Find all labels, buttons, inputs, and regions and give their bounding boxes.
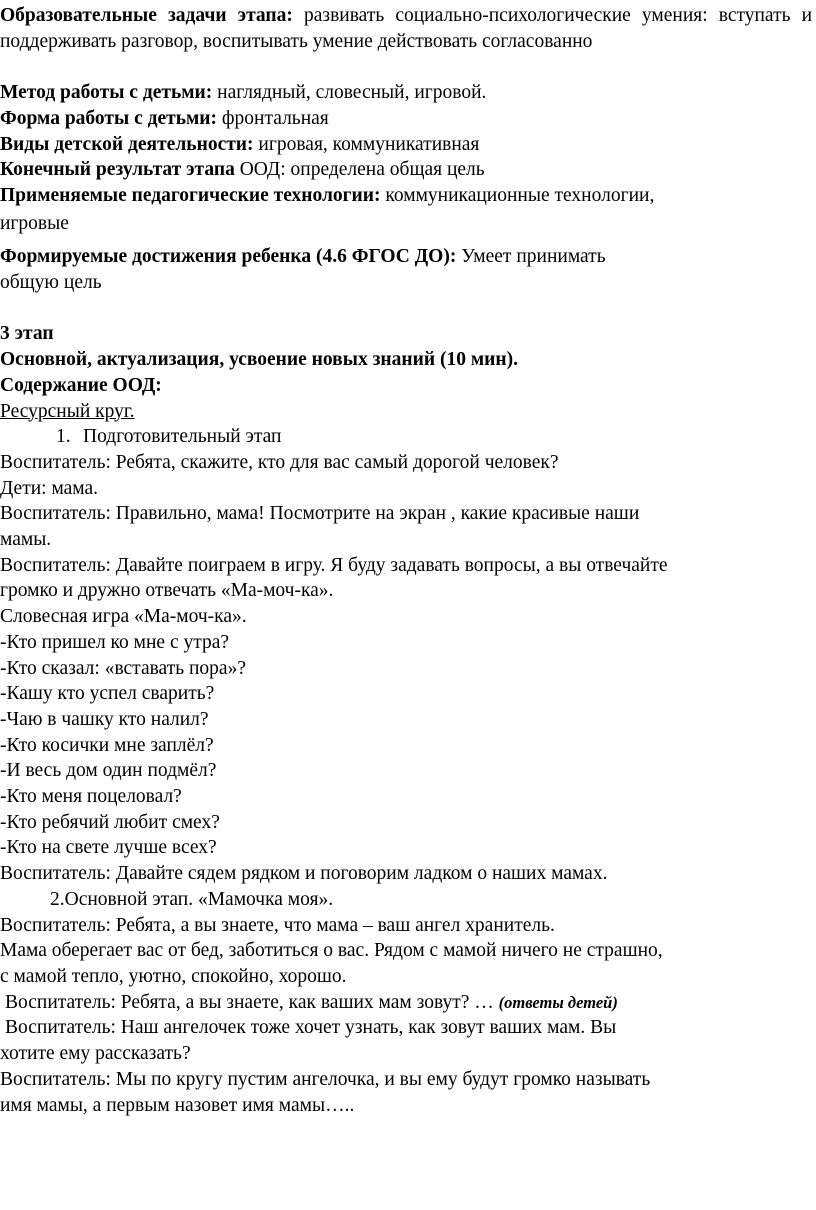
- achieve-line-2: общую цель: [0, 272, 102, 294]
- dialogue-line: Воспитатель: Наш ангелочек тоже хочет узнать, как зовут ваших мам. Вы: [5, 1017, 617, 1039]
- result-text: ООД: определена общая цель: [239, 159, 485, 181]
- dialogue-line: громко и дружно отвечать «Ма-моч-ка».: [0, 580, 334, 602]
- dialogue-line: Воспитатель: Давайте сядем рядком и поговорим ладком о наших мамах.: [0, 863, 608, 885]
- dialogue-line: с мамой тепло, уютно, спокойно, хорошо.: [0, 965, 347, 987]
- dialogue-line: Мама оберегает вас от бед, заботиться о вас. Рядом с мамой ничего не страшно,: [0, 940, 663, 962]
- dialogue-line: Воспитатель: Ребята, а вы знаете, что мама – ваш ангел хранитель.: [0, 914, 555, 936]
- dialogue-line: Воспитатель: Ребята, скажите, кто для вас самый дорогой человек?: [0, 451, 559, 473]
- tasks-text: развивать социально-психологические умения: вступать и поддерживать разговор, воспитывать умение действовать согласованно: [0, 5, 813, 52]
- activity-label: Виды детской деятельности:: [0, 133, 254, 155]
- achieve-line: [0, 244, 812, 270]
- form-label: Форма работы с детьми:: [0, 107, 218, 129]
- method-text: наглядный, словесный, игровой.: [217, 82, 487, 104]
- activity-text: игровая, коммуникативная: [258, 133, 480, 155]
- game-question: -Кто сказал: «вставать пора»?: [0, 657, 246, 679]
- step2-heading: 2.Основной этап. «Мамочка моя».: [50, 888, 334, 910]
- achieve-label: Формируемые достижения ребенка (4.6 ФГОС ДО):: [0, 246, 457, 268]
- game-question: -И весь дом один подмёл?: [0, 760, 217, 782]
- blank-line: [0, 296, 812, 322]
- blank-line: [0, 54, 812, 80]
- result-label: Конечный результат этапа: [0, 159, 235, 181]
- activity-line: [0, 132, 812, 158]
- game-question: -Кашу кто успел сварить?: [0, 683, 215, 705]
- game-question: -Кто меня поцеловал?: [0, 786, 182, 808]
- game-question: -Кто на свете лучше всех?: [0, 837, 217, 859]
- step1-number: 1.: [56, 426, 71, 448]
- dialogue-line: имя мамы, а первым назовет имя мамы…..: [0, 1094, 355, 1116]
- dialogue-line: Дети: мама.: [0, 477, 99, 499]
- form-text: фронтальная: [221, 107, 329, 129]
- game-question: -Кто ребячий любит смех?: [0, 811, 220, 833]
- stage-title: Основной, актуализация, усвоение новых знаний (10 мин).: [0, 349, 518, 371]
- tech-line-2: игровые: [0, 212, 69, 234]
- step1-heading: [0, 424, 812, 450]
- game-question: -Кто пришел ко мне с утра?: [0, 631, 230, 653]
- step1-title: Подготовительный этап: [83, 426, 282, 448]
- dialogue-line: хотите ему рассказать?: [0, 1043, 191, 1065]
- tech-text: коммуникационные технологии,: [385, 184, 655, 206]
- dialogue-line: Воспитатель: Давайте поиграем в игру. Я буду задавать вопросы, а вы отвечайте: [0, 554, 668, 576]
- form-line: [0, 106, 812, 132]
- method-label: Метод работы с детьми:: [0, 82, 213, 104]
- tech-line: [0, 183, 812, 209]
- tasks-label: Образовательные задачи этапа:: [0, 5, 293, 26]
- content-label: Содержание ООД:: [0, 374, 162, 396]
- dialogue-line: Воспитатель: Мы по кругу пустим ангелочка, и вы ему будут громко называть: [0, 1068, 651, 1090]
- result-line: [0, 157, 812, 183]
- achieve-text: Умеет принимать: [461, 246, 606, 268]
- dialogue-line: Воспитатель: Правильно, мама! Посмотрите на экран , какие красивые наши: [0, 503, 640, 525]
- dialogue-line: Воспитатель: Ребята, а вы знаете, как ваших мам зовут? … (ответы детей): [5, 991, 618, 1013]
- dialogue-line: мамы.: [0, 529, 52, 551]
- tasks-paragraph: [0, 3, 812, 54]
- document-page: [0, 3, 812, 1118]
- game-title: Словесная игра «Ма-моч-ка».: [0, 606, 247, 628]
- children-answers-note: (ответы детей): [498, 992, 618, 1012]
- stage-number: 3 этап: [0, 323, 54, 345]
- circle-title: Ресурсный круг.: [0, 400, 135, 422]
- game-question: -Чаю в чашку кто налил?: [0, 708, 209, 730]
- tech-label: Применяемые педагогические технологии:: [0, 184, 381, 206]
- game-question: -Кто косички мне заплёл?: [0, 734, 214, 756]
- method-line: [0, 80, 812, 106]
